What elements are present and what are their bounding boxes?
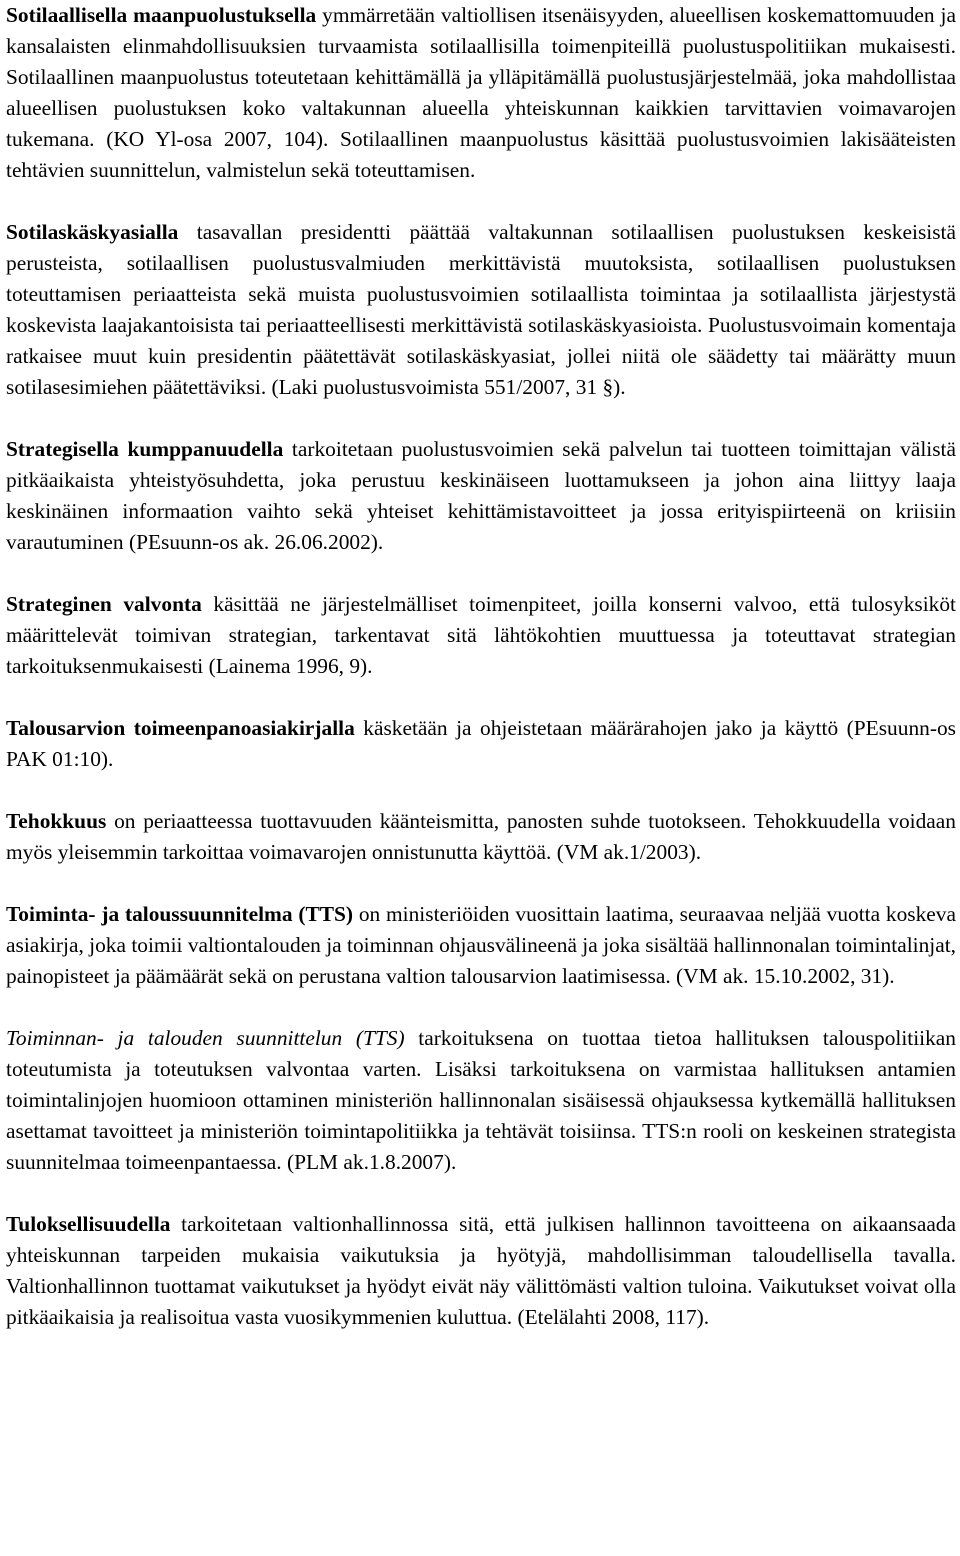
entry-term: Strateginen valvonta (6, 592, 202, 616)
entry-toiminta-ja-taloussuunnitelma (6, 899, 956, 992)
entry-text: tarkoitetaan valtionhallinnossa sitä, että julkisen hallinnon tavoitteena on aikaansaada yhteiskunnan tarpeiden mukaisia vaikutuksia ja hyötyjä, mahdollisimman taloudellisella tavalla. Valtionhallinnon tuottamat vaikutukset ja hyödyt eivät näy välittömästi valtion tuloina. Vaikutukset voivat olla pitkäaikaisia ja realisoitua vasta vuosikymmenien kuluttua. (Etelälahti 2008, 117). (6, 1212, 956, 1329)
entry-term: Tehokkuus (6, 809, 107, 833)
entry-text: ymmärretään valtiollisen itsenäisyyden, alueellisen koskemattomuuden ja kansalaisten elinmahdollisuuksien turvaamista sotilaallisilla toimenpiteillä puolustuspolitiikan mukaisesti. Sotilaallinen maanpuolustus toteutetaan kehittämällä ja ylläpitämällä puolustusjärjestelmää, joka mahdollistaa alueellisen puolustuksen koko valtakunnan alueella yhteiskunnan kaikkien tarvittavien voimavarojen tukemana. (KO Yl-osa 2007, 104). Sotilaallinen maanpuolustus käsittää puolustusvoimien lakisääteisten tehtävien suunnittelun, valmistelun sekä toteuttamisen. (6, 3, 956, 182)
entry-strateginen-valvonta (6, 589, 956, 682)
entry-term: Sotilaskäskyasialla (6, 220, 179, 244)
entry-text: käsketään ja ohjeistetaan määrärahojen jako ja käyttö (PEsuunn-os PAK 01:10). (6, 716, 956, 771)
entry-text: tasavallan presidentti päättää valtakunnan sotilaallisen puolustuksen keskeisistä perusteista, sotilaallisen puolustusvalmiuden merkittävistä muutoksista, sotilaallisen puolustuksen toteuttamisen periaatteista sekä muista puolustusvoimien sotilaallista toimintaa ja sotilaallista järjestystä koskevista laajakantoisista tai periaatteellisesti merkittävistä sotilaskäskyasioista. Puolustusvoimain komentaja ratkaisee muut kuin presidentin päätettävät sotilaskäskyasiat, jollei niitä ole säädetty tai määrätty muun sotilasesimiehen päätettäviksi. (Laki puolustusvoimista 551/2007, 31 §). (6, 220, 956, 399)
entry-text: tarkoituksena on tuottaa tietoa hallituksen talouspolitiikan toteutumista ja toteutuksen valvontaa varten. Lisäksi tarkoituksena on varmistaa hallituksen antamien toimintalinjojen huomioon ottaminen ministeriön hallinnonalan sisäisessä ohjauksessa kytkemällä hallituksen asettamat tavoitteet ja ministeriön toimintapolitiikka ja tehtävät toisiinsa. TTS:n rooli on keskeinen strategista suunnitelmaa toimeenpantaessa. (PLM ak.1.8.2007). (6, 1026, 956, 1174)
entry-text: tarkoitetaan puolustusvoimien sekä palvelun tai tuotteen toimittajan välistä pitkäaikaista yhteistyösuhdetta, joka perustuu keskinäiseen luottamukseen ja johon aina liittyy laaja keskinäinen informaation vaihto sekä yhteiset kehittämistavoitteet ja jossa erityispiirteenä on kriisiin varautuminen (PEsuunn-os ak. 26.06.2002). (6, 437, 956, 554)
entry-strateginen-kumppanuus (6, 434, 956, 558)
entry-text: käsittää ne järjestelmälliset toimenpiteet, joilla konserni valvoo, että tulosyksiköt määrittelevät toimivan strategian, tarkentavat sitä lähtökohtien muuttuessa ja toteuttavat strategian tarkoituksenmukaisesti (Lainema 1996, 9). (6, 592, 956, 678)
entry-text: on ministeriöiden vuosittain laatima, seuraavaa neljää vuotta koskeva asiakirja, joka toimii valtiontalouden ja toiminnan ohjausvälineenä ja joka sisältää hallinnonalan toimintalinjat, painopisteet ja päämäärät sekä on perustana valtion talousarvion laatimisessa. (VM ak. 15.10.2002, 31). (6, 902, 956, 988)
entry-sotilaskaskyasia (6, 217, 956, 403)
entry-term: Toiminta- ja taloussuunnitelma (TTS) (6, 902, 354, 926)
entry-sotilaallinen-maanpuolustus (6, 0, 956, 186)
entry-term: Talousarvion toimeenpanoasiakirjalla (6, 716, 355, 740)
entry-term: Tuloksellisuudella (6, 1212, 171, 1236)
entry-tehokkuus (6, 806, 956, 868)
entry-talousarvion-toimeenpanoasiakirja (6, 713, 956, 775)
entry-tuloksellisuus (6, 1209, 956, 1333)
entry-text: on periaatteessa tuottavuuden käänteismitta, panosten suhde tuotokseen. Tehokkuudella voidaan myös yleisemmin tarkoittaa voimavarojen onnistunutta käyttöä. (VM ak.1/2003). (6, 809, 956, 864)
entry-term: Sotilaallisella maanpuolustuksella (6, 3, 317, 27)
entry-term: Toiminnan- ja talouden suunnittelun (TTS) (6, 1026, 405, 1050)
document-page (6, 0, 956, 1333)
entry-toiminnan-ja-talouden-suunnittelu (6, 1023, 956, 1178)
entry-term: Strategisella kumppanuudella (6, 437, 284, 461)
